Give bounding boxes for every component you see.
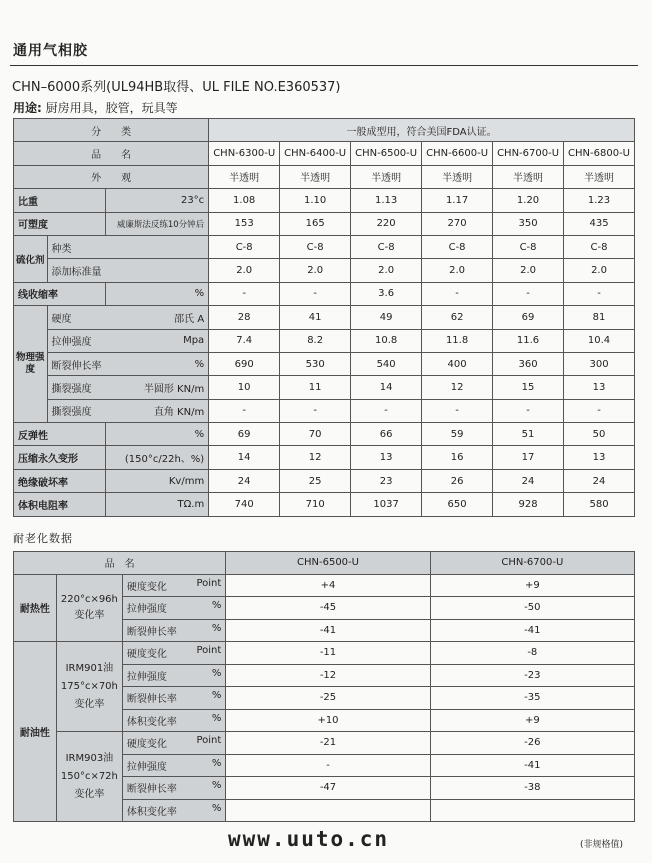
aging-row-label bbox=[122, 754, 225, 777]
page-title: 通用气相胶 bbox=[13, 43, 88, 59]
physical-label: 物理强度 bbox=[14, 306, 48, 423]
cell: 半透明 bbox=[493, 165, 564, 188]
appearance-row bbox=[14, 165, 635, 188]
cell: 11 bbox=[280, 376, 351, 399]
oil-condition: IRM903油 150°c×72h 变化率 bbox=[56, 732, 122, 822]
cell: 360 bbox=[493, 352, 564, 375]
cell: -25 bbox=[226, 687, 430, 710]
spec-table bbox=[13, 118, 635, 517]
cell: 1.10 bbox=[280, 189, 351, 212]
aging-item: 拉伸强度 bbox=[126, 604, 167, 616]
cell: - bbox=[209, 399, 280, 422]
cell: 1.13 bbox=[351, 189, 422, 212]
category-label: 分 类 bbox=[14, 119, 209, 142]
cell: 17 bbox=[493, 446, 564, 469]
cell: 690 bbox=[209, 352, 280, 375]
rebound-row bbox=[14, 423, 635, 446]
cell: +10 bbox=[226, 709, 430, 732]
vulc-amount-row bbox=[14, 259, 635, 282]
cell: 24 bbox=[564, 469, 635, 492]
cell: C-8 bbox=[564, 235, 635, 258]
physical-row bbox=[14, 306, 635, 329]
cell: 153 bbox=[209, 212, 280, 235]
cell: 3.6 bbox=[351, 282, 422, 305]
cell: 650 bbox=[422, 493, 493, 516]
cell: 半透明 bbox=[422, 165, 493, 188]
row-unit: 23°c bbox=[106, 189, 209, 212]
row-label: 可塑度 bbox=[14, 212, 106, 235]
aging-row-label bbox=[122, 642, 225, 665]
cell: 半透明 bbox=[564, 165, 635, 188]
cell: 26 bbox=[422, 469, 493, 492]
aging-row-label bbox=[122, 687, 225, 710]
category-value: 一般成型用，符合美国FDA认证。 bbox=[209, 119, 635, 142]
cell: +4 bbox=[226, 574, 430, 597]
aging-row-label bbox=[122, 619, 225, 642]
usage-label: 用途: bbox=[13, 101, 42, 115]
footer-note: (非规格值) bbox=[580, 840, 624, 850]
footer-url: www.uuto.cn bbox=[228, 827, 390, 851]
cell: 270 bbox=[422, 212, 493, 235]
cell: 10.4 bbox=[564, 329, 635, 352]
cell: - bbox=[564, 399, 635, 422]
cell: -45 bbox=[226, 597, 430, 620]
cell: C-8 bbox=[209, 235, 280, 258]
cell: 半透明 bbox=[280, 165, 351, 188]
cell: - bbox=[351, 399, 422, 422]
oil-condition: IRM901油 175°c×70h 变化率 bbox=[56, 642, 122, 732]
cell: 15 bbox=[493, 376, 564, 399]
row-unit: % bbox=[106, 423, 209, 446]
cell: 51 bbox=[493, 423, 564, 446]
aging-item: 断裂伸长率 bbox=[126, 626, 177, 638]
cell: 1.20 bbox=[493, 189, 564, 212]
cell: 13 bbox=[351, 446, 422, 469]
aging-row-label bbox=[122, 709, 225, 732]
cell: +9 bbox=[430, 709, 634, 732]
cell: 2.0 bbox=[351, 259, 422, 282]
cell: -12 bbox=[226, 664, 430, 687]
cell: 14 bbox=[209, 446, 280, 469]
row-label: 压缩永久变形 bbox=[14, 446, 106, 469]
cell: 23 bbox=[351, 469, 422, 492]
aging-unit: Point bbox=[196, 577, 222, 589]
cell: 25 bbox=[280, 469, 351, 492]
aging-unit: % bbox=[211, 757, 222, 769]
cell: 710 bbox=[280, 493, 351, 516]
product-name: CHN-6600-U bbox=[422, 142, 493, 165]
cell: 2.0 bbox=[209, 259, 280, 282]
row-label: 断裂伸长率 bbox=[47, 352, 106, 375]
cell: C-8 bbox=[351, 235, 422, 258]
cell: 24 bbox=[209, 469, 280, 492]
cell: 69 bbox=[493, 306, 564, 329]
aging-row-label bbox=[122, 664, 225, 687]
aging-row-label bbox=[122, 732, 225, 755]
aging-item: 断裂伸长率 bbox=[126, 784, 177, 796]
cell: 2.0 bbox=[280, 259, 351, 282]
aging-header-row bbox=[14, 552, 635, 575]
aging-item: 拉伸强度 bbox=[126, 761, 167, 773]
aging-product-label: 品 名 bbox=[14, 552, 226, 575]
cell: 2.0 bbox=[493, 259, 564, 282]
series-heading: CHN–6000系列(UL94HB取得、UL FILE NO.E360537) bbox=[12, 80, 341, 95]
cell: 540 bbox=[351, 352, 422, 375]
dielectric-row bbox=[14, 469, 635, 492]
aging-row-label bbox=[122, 799, 225, 822]
cell: -35 bbox=[430, 687, 634, 710]
cell: 1.08 bbox=[209, 189, 280, 212]
aging-unit: % bbox=[211, 802, 222, 814]
aging-item: 拉伸强度 bbox=[126, 671, 167, 683]
row-unit: 威廉斯法反练10分钟后 bbox=[106, 212, 209, 235]
cell bbox=[430, 799, 634, 822]
cell: 530 bbox=[280, 352, 351, 375]
cell: 81 bbox=[564, 306, 635, 329]
row-unit: 邵氏 A bbox=[106, 306, 209, 329]
aging-product-name: CHN-6500-U bbox=[226, 552, 430, 575]
cell: -50 bbox=[430, 597, 634, 620]
cell: 14 bbox=[351, 376, 422, 399]
row-label: 比重 bbox=[14, 189, 106, 212]
physical-row bbox=[14, 376, 635, 399]
cell: -21 bbox=[226, 732, 430, 755]
cell: - bbox=[564, 282, 635, 305]
cell: -41 bbox=[430, 754, 634, 777]
cell: - bbox=[209, 282, 280, 305]
usage-line bbox=[13, 99, 178, 116]
cell: 350 bbox=[493, 212, 564, 235]
cell: - bbox=[280, 282, 351, 305]
heat-condition: 220°c×96h 变化率 bbox=[56, 574, 122, 642]
cell: - bbox=[422, 399, 493, 422]
cell: -23 bbox=[430, 664, 634, 687]
cell: 928 bbox=[493, 493, 564, 516]
aging-unit: % bbox=[211, 780, 222, 792]
row-unit: % bbox=[106, 352, 209, 375]
resistivity-row bbox=[14, 493, 635, 516]
cell: -41 bbox=[226, 619, 430, 642]
product-name: CHN-6300-U bbox=[209, 142, 280, 165]
cell: 11.6 bbox=[493, 329, 564, 352]
row-label: 撕裂强度 bbox=[47, 399, 106, 422]
physical-row bbox=[14, 399, 635, 422]
aging-row-label bbox=[122, 777, 225, 800]
heat-label: 耐热性 bbox=[14, 574, 57, 642]
row-label: 撕裂强度 bbox=[47, 376, 106, 399]
cell: -8 bbox=[430, 642, 634, 665]
physical-row bbox=[14, 329, 635, 352]
shrink-row bbox=[14, 282, 635, 305]
product-name: CHN-6400-U bbox=[280, 142, 351, 165]
cell: C-8 bbox=[493, 235, 564, 258]
appearance-label: 外 观 bbox=[14, 165, 209, 188]
cell: -26 bbox=[430, 732, 634, 755]
cell: 41 bbox=[280, 306, 351, 329]
cell: +9 bbox=[430, 574, 634, 597]
cell: C-8 bbox=[422, 235, 493, 258]
vulc-type-row bbox=[14, 235, 635, 258]
cell: 70 bbox=[280, 423, 351, 446]
aging-unit: % bbox=[211, 622, 222, 634]
aging-unit: % bbox=[211, 690, 222, 702]
cell: -11 bbox=[226, 642, 430, 665]
plasticity-row bbox=[14, 212, 635, 235]
product-row bbox=[14, 142, 635, 165]
aging-row bbox=[14, 574, 635, 597]
row-label: 绝缘破坏率 bbox=[14, 469, 106, 492]
cell: 半透明 bbox=[351, 165, 422, 188]
row-label: 线收缩率 bbox=[14, 282, 106, 305]
row-unit: (150°c/22h、%) bbox=[106, 446, 209, 469]
cell: 435 bbox=[564, 212, 635, 235]
cell: 62 bbox=[422, 306, 493, 329]
cell: - bbox=[280, 399, 351, 422]
cell: 220 bbox=[351, 212, 422, 235]
cell: - bbox=[422, 282, 493, 305]
aging-row bbox=[14, 732, 635, 755]
cell: 165 bbox=[280, 212, 351, 235]
cell: 49 bbox=[351, 306, 422, 329]
product-name: CHN-6500-U bbox=[351, 142, 422, 165]
aging-title: 耐老化数据 bbox=[13, 532, 73, 545]
cell: - bbox=[226, 754, 430, 777]
cell: 半透明 bbox=[209, 165, 280, 188]
row-label: 体积电阻率 bbox=[14, 493, 106, 516]
cell: 28 bbox=[209, 306, 280, 329]
row-label: 拉伸强度 bbox=[47, 329, 106, 352]
aging-row-label bbox=[122, 597, 225, 620]
aging-item: 硬度变化 bbox=[126, 581, 167, 593]
aging-item: 硬度变化 bbox=[126, 649, 167, 661]
row-unit: % bbox=[106, 282, 209, 305]
title-divider bbox=[10, 65, 638, 66]
cell: 2.0 bbox=[564, 259, 635, 282]
aging-unit: % bbox=[211, 600, 222, 612]
cell: 24 bbox=[493, 469, 564, 492]
cell: 13 bbox=[564, 376, 635, 399]
aging-item: 硬度变化 bbox=[126, 739, 167, 751]
aging-item: 体积变化率 bbox=[126, 806, 177, 818]
row-label: 种类 bbox=[47, 235, 209, 258]
aging-product-name: CHN-6700-U bbox=[430, 552, 634, 575]
cell: 59 bbox=[422, 423, 493, 446]
compression-row bbox=[14, 446, 635, 469]
cell: 69 bbox=[209, 423, 280, 446]
row-unit: TΩ.m bbox=[106, 493, 209, 516]
cell: -47 bbox=[226, 777, 430, 800]
aging-item: 体积变化率 bbox=[126, 716, 177, 728]
row-label: 反弹性 bbox=[14, 423, 106, 446]
cell: - bbox=[493, 282, 564, 305]
cell: 10.8 bbox=[351, 329, 422, 352]
cell: 7.4 bbox=[209, 329, 280, 352]
usage-text: 厨房用具，胶管，玩具等 bbox=[45, 101, 178, 115]
row-label: 添加标准量 bbox=[47, 259, 209, 282]
cell: - bbox=[493, 399, 564, 422]
product-label: 品 名 bbox=[14, 142, 209, 165]
cell bbox=[226, 799, 430, 822]
cell: 16 bbox=[422, 446, 493, 469]
row-unit: Kv/mm bbox=[106, 469, 209, 492]
aging-table bbox=[13, 551, 635, 822]
oil-label: 耐油性 bbox=[14, 642, 57, 822]
product-name: CHN-6700-U bbox=[493, 142, 564, 165]
cell: 1037 bbox=[351, 493, 422, 516]
cell: 8.2 bbox=[280, 329, 351, 352]
cell: 12 bbox=[422, 376, 493, 399]
cell: 1.17 bbox=[422, 189, 493, 212]
cell: 1.23 bbox=[564, 189, 635, 212]
cell: C-8 bbox=[280, 235, 351, 258]
cell: 66 bbox=[351, 423, 422, 446]
physical-row bbox=[14, 352, 635, 375]
cell: 300 bbox=[564, 352, 635, 375]
aging-unit: Point bbox=[196, 645, 222, 657]
cell: 400 bbox=[422, 352, 493, 375]
row-label: 硬度 bbox=[47, 306, 106, 329]
row-unit: 半圆形 KN/m bbox=[106, 376, 209, 399]
cell: -41 bbox=[430, 619, 634, 642]
cell: 11.8 bbox=[422, 329, 493, 352]
aging-unit: Point bbox=[196, 735, 222, 747]
cell: 10 bbox=[209, 376, 280, 399]
cell: 12 bbox=[280, 446, 351, 469]
product-name: CHN-6800-U bbox=[564, 142, 635, 165]
cell: 740 bbox=[209, 493, 280, 516]
cell: -38 bbox=[430, 777, 634, 800]
row-unit: Mpa bbox=[106, 329, 209, 352]
cell: 580 bbox=[564, 493, 635, 516]
cell: 13 bbox=[564, 446, 635, 469]
cell: 2.0 bbox=[422, 259, 493, 282]
aging-row-label bbox=[122, 574, 225, 597]
aging-unit: % bbox=[211, 712, 222, 724]
category-row bbox=[14, 119, 635, 142]
aging-item: 断裂伸长率 bbox=[126, 694, 177, 706]
vulc-label: 硫化剂 bbox=[14, 235, 48, 282]
aging-unit: % bbox=[211, 667, 222, 679]
cell: 50 bbox=[564, 423, 635, 446]
row-unit: 直角 KN/m bbox=[106, 399, 209, 422]
density-row bbox=[14, 189, 635, 212]
aging-row bbox=[14, 642, 635, 665]
